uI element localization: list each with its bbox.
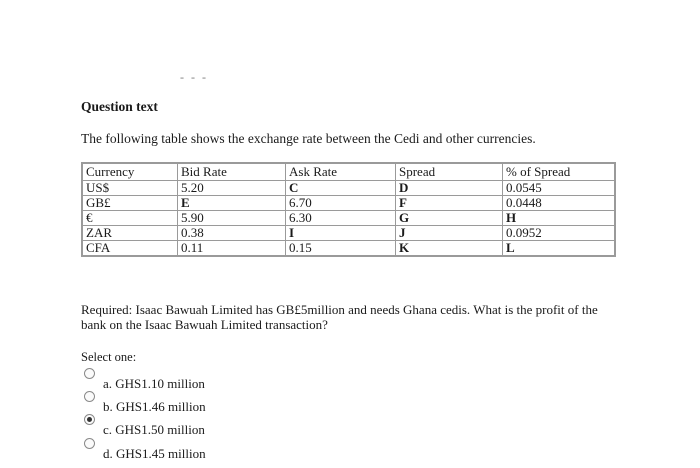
exchange-rate-table bbox=[81, 162, 616, 257]
question-intro: The following table shows the exchange rate between the Cedi and other currencies. bbox=[81, 131, 536, 146]
table-cell: L bbox=[503, 241, 616, 257]
question-text-heading: Question text bbox=[81, 99, 158, 114]
required-question: Required: Isaac Bawuah Limited has GB£5million and needs Ghana cedis. What is the profit of the bank on the Isaac Bawuah Limited transaction? bbox=[81, 302, 598, 332]
radio-button[interactable] bbox=[84, 368, 95, 379]
table-cell: 6.70 bbox=[286, 196, 396, 211]
decorative-dash: - - - bbox=[180, 70, 208, 84]
table-cell: J bbox=[396, 226, 503, 241]
table-cell: € bbox=[82, 211, 178, 226]
table-row bbox=[82, 181, 615, 196]
radio-button[interactable] bbox=[84, 438, 95, 449]
table-row bbox=[82, 196, 615, 211]
table-row bbox=[82, 211, 615, 226]
table-cell: E bbox=[178, 196, 286, 211]
table-row bbox=[82, 241, 615, 257]
table-cell: D bbox=[396, 181, 503, 196]
table-cell: 0.0952 bbox=[503, 226, 616, 241]
answer-option-label[interactable]: c. GHS1.50 million bbox=[103, 422, 205, 437]
table-cell: 0.0545 bbox=[503, 181, 616, 196]
table-cell: 6.30 bbox=[286, 211, 396, 226]
header-currency: Currency bbox=[82, 163, 178, 181]
radio-button-selected[interactable] bbox=[84, 414, 95, 425]
table-cell: G bbox=[396, 211, 503, 226]
header-ask-rate: Ask Rate bbox=[286, 163, 396, 181]
table-cell: US$ bbox=[82, 181, 178, 196]
select-one-label: Select one: bbox=[81, 350, 137, 364]
header-spread: Spread bbox=[396, 163, 503, 181]
table-header-row bbox=[82, 163, 615, 181]
table-cell: 0.38 bbox=[178, 226, 286, 241]
table-cell: C bbox=[286, 181, 396, 196]
table-cell: F bbox=[396, 196, 503, 211]
table-row bbox=[82, 226, 615, 241]
table-cell: H bbox=[503, 211, 616, 226]
answer-option-label[interactable]: a. GHS1.10 million bbox=[103, 376, 205, 391]
header-percent-spread: % of Spread bbox=[503, 163, 616, 181]
table-cell: 0.15 bbox=[286, 241, 396, 257]
table-cell: I bbox=[286, 226, 396, 241]
table-cell: 0.0448 bbox=[503, 196, 616, 211]
answer-option-label[interactable]: d. GHS1.45 million bbox=[103, 446, 206, 461]
table-cell: 0.11 bbox=[178, 241, 286, 257]
table-cell: GB£ bbox=[82, 196, 178, 211]
table-cell: 5.90 bbox=[178, 211, 286, 226]
header-bid-rate: Bid Rate bbox=[178, 163, 286, 181]
table-cell: CFA bbox=[82, 241, 178, 257]
table-cell: K bbox=[396, 241, 503, 257]
radio-button[interactable] bbox=[84, 391, 95, 402]
answer-option-label[interactable]: b. GHS1.46 million bbox=[103, 399, 206, 414]
table-cell: ZAR bbox=[82, 226, 178, 241]
table-cell: 5.20 bbox=[178, 181, 286, 196]
